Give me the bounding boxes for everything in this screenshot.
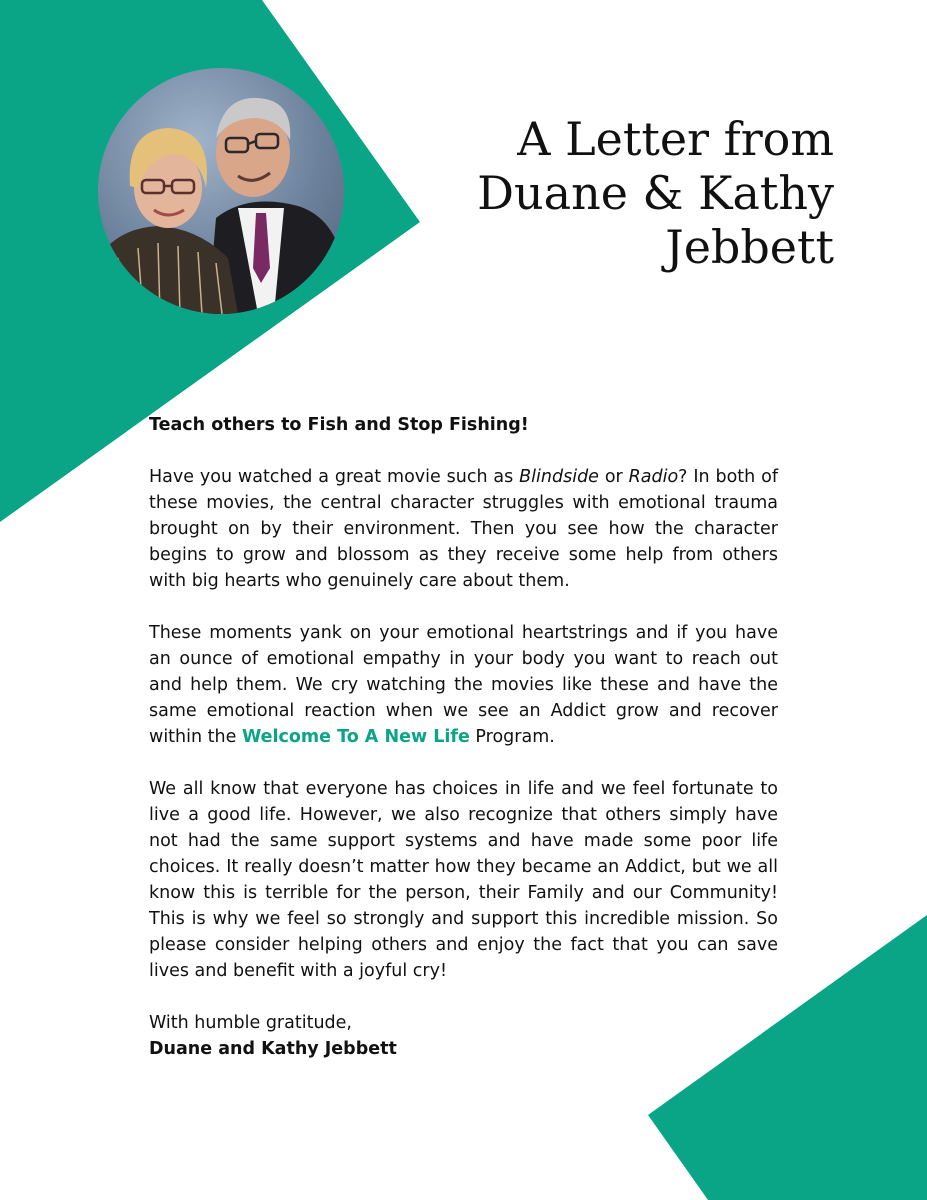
letter-heading: Teach others to Fish and Stop Fishing! — [149, 415, 529, 435]
p2-text-2: Program. — [469, 727, 555, 747]
closing-line: With humble gratitude, — [149, 1013, 352, 1033]
program-name-highlight: Welcome To A New Life — [241, 727, 470, 747]
paragraph-1 — [149, 464, 778, 594]
portrait-illustration — [98, 68, 344, 314]
paragraph-2 — [149, 620, 778, 750]
movie-title-blindside: Blindside — [519, 467, 599, 487]
title-line-3: Jebbett — [665, 220, 834, 274]
couple-portrait-photo — [98, 68, 344, 314]
title-line-1: A Letter from — [517, 112, 834, 166]
p1-text-2: or — [598, 467, 629, 487]
paragraph-3: We all know that everyone has choices in life and we feel fortunate to live a good life. However, we also recognize that others simply have not had the same support systems and have made some poor life choices. It really doesn’t matter how they became an Addict, but we all know this is terrible for the person, their Family and our Community! This is why we feel so strongly and support this incredible mission. So please consider helping others and enjoy the fact that you can save lives and benefit with a joyful cry! — [149, 779, 778, 981]
signature: Duane and Kathy Jebbett — [149, 1039, 397, 1059]
movie-title-radio: Radio — [628, 467, 679, 487]
p1-text-1: Have you watched a great movie such as — [149, 467, 520, 487]
letter-body — [149, 412, 778, 1088]
p2-text-1: These moments yank on your emotional heartstrings and if you have an ounce of emotional empathy in your body you want to reach out and help them. We cry watching the movies like these and have the same emotional reaction when we see an Addict grow and recover within the — [149, 623, 778, 747]
title-line-2: Duane & Kathy — [477, 166, 834, 220]
p1-text-3: ? In both of these movies, the central character struggles with emotional trauma brought on by their environment. Then you see how the character begins to grow and blossom as they receive some help from others with big hearts who genuinely care about them. — [149, 467, 778, 591]
closing-block — [149, 1010, 778, 1062]
page-title — [414, 112, 834, 274]
